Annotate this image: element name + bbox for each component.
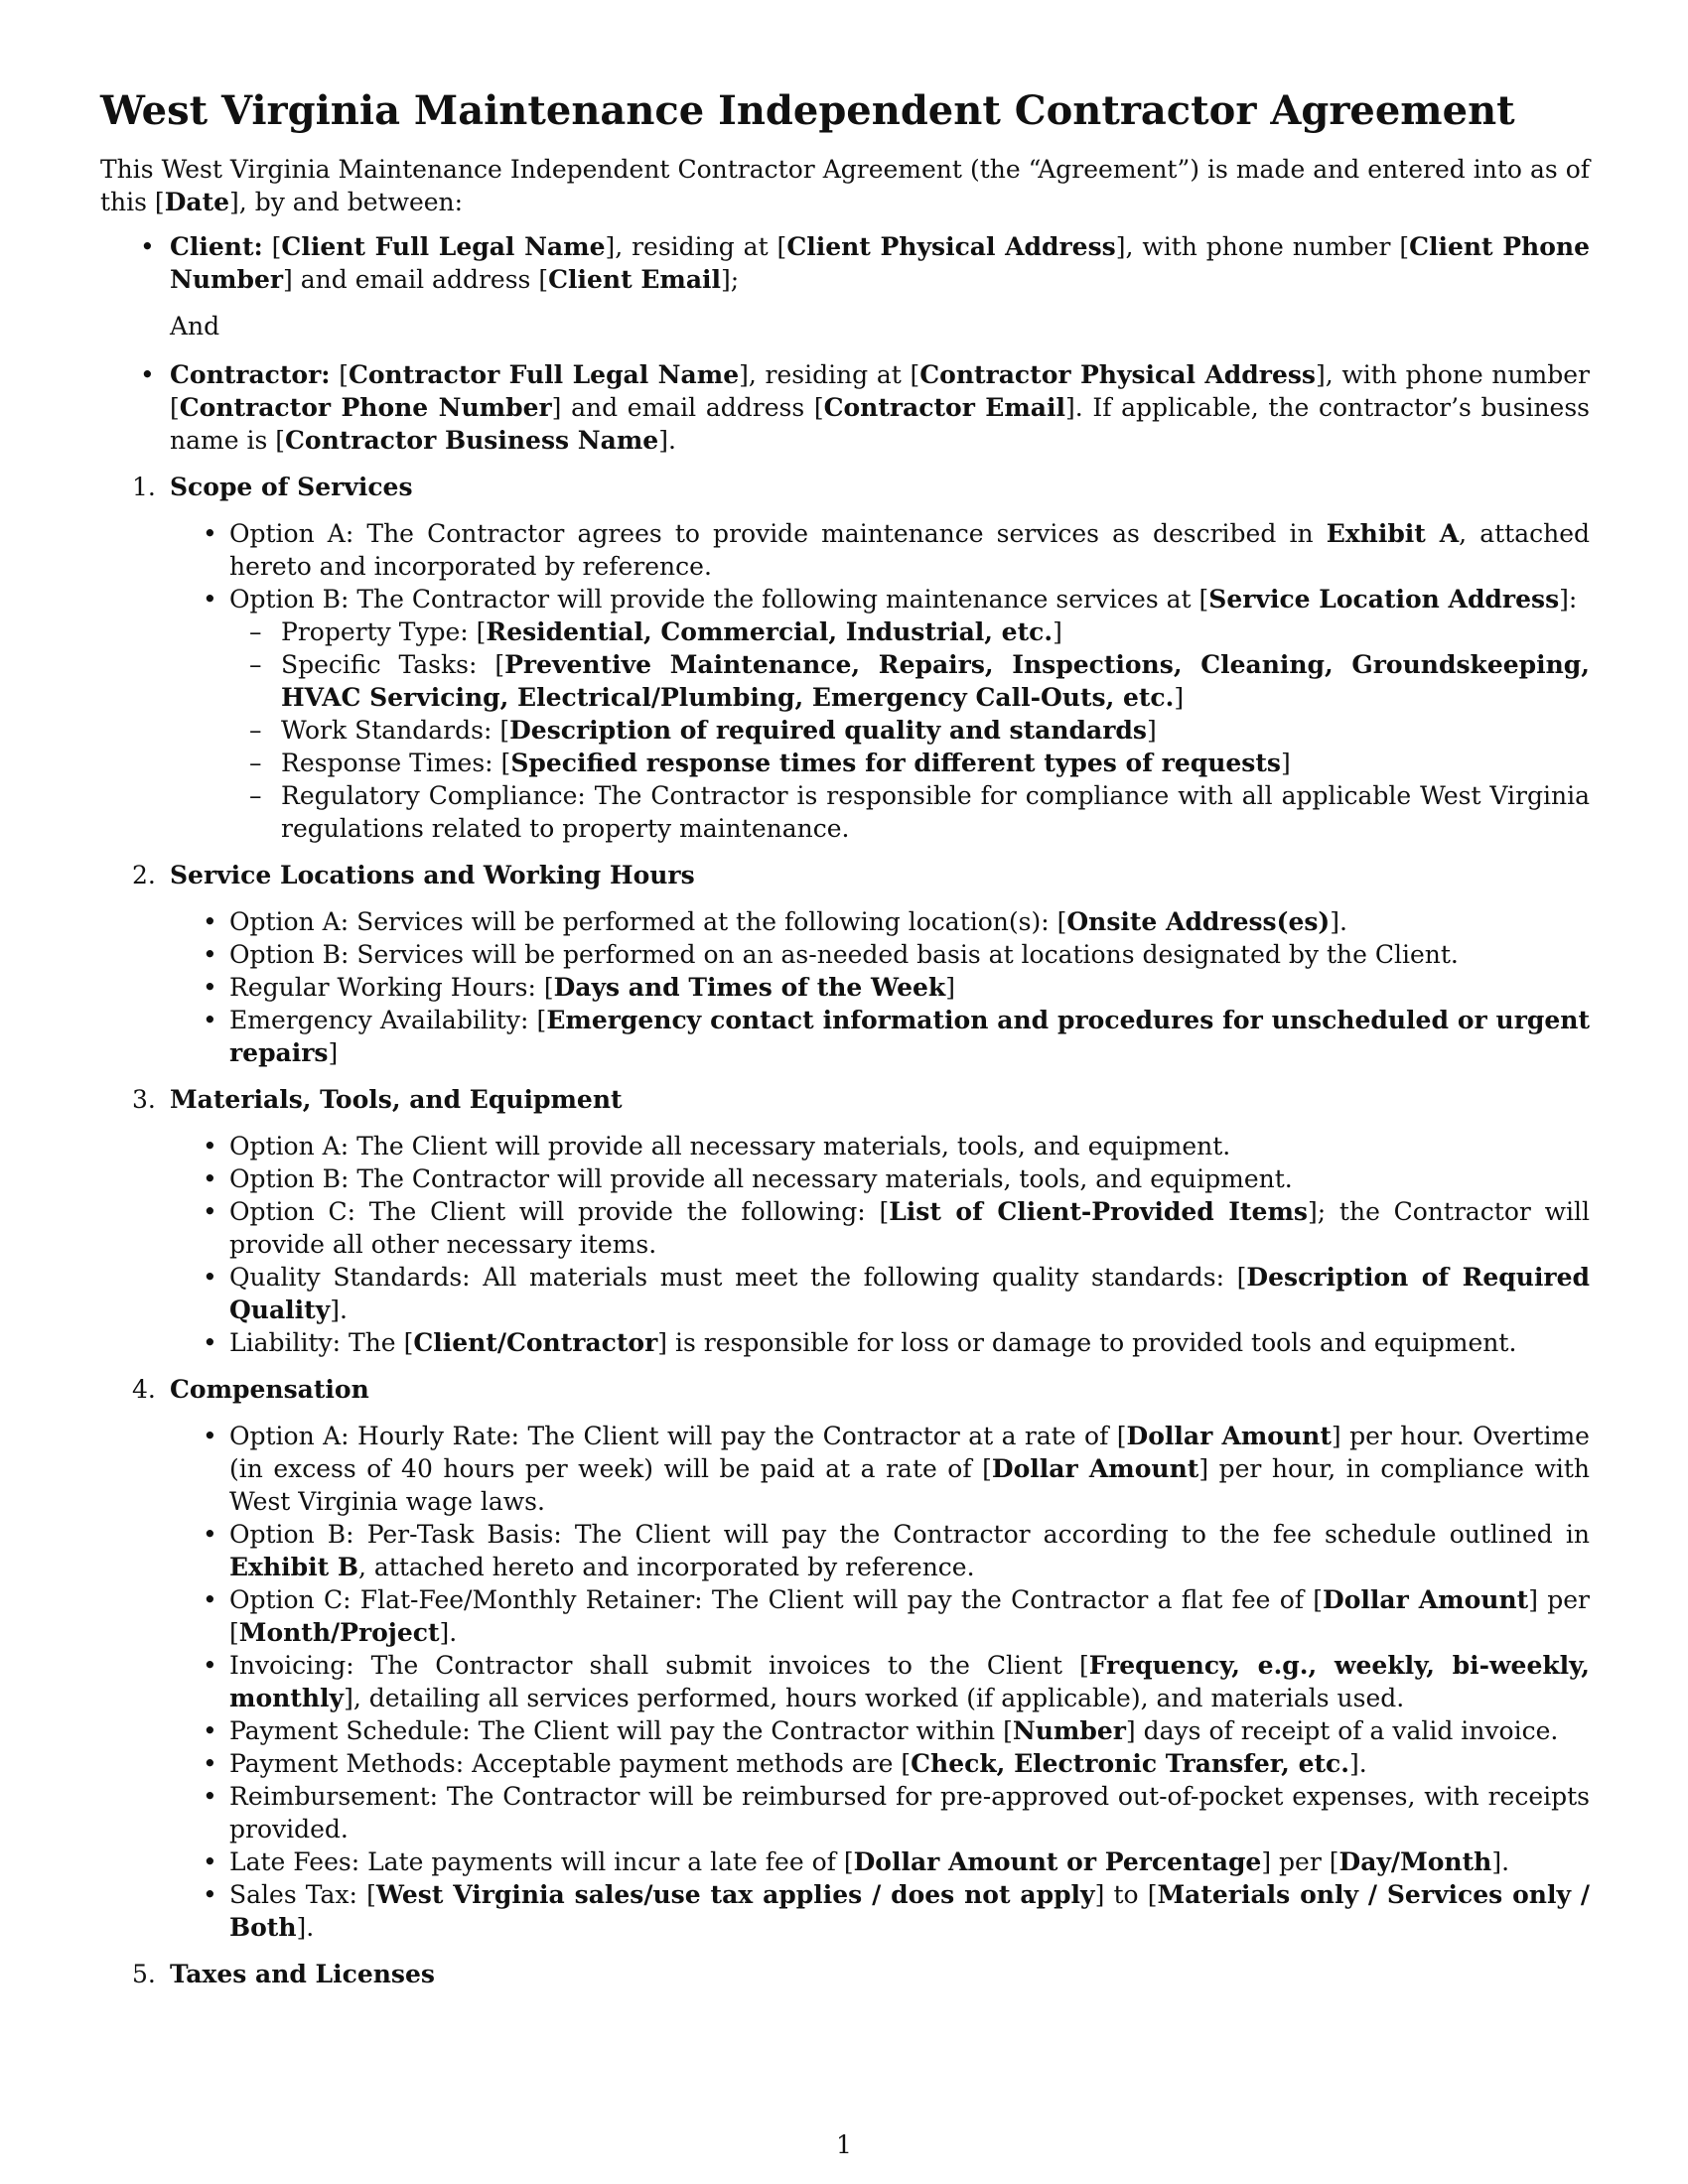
fee-period-field: Month/Project [238, 1618, 440, 1647]
list-item [170, 1130, 1590, 1162]
section-bullets [170, 905, 1590, 1069]
sub-item-label: Specific Tasks: [281, 650, 495, 679]
service-location-field: Service Location Address [1208, 585, 1560, 614]
item-text: Option B: The Contractor will provide the following maintenance services at [229, 585, 1199, 614]
sub-list-item [229, 779, 1590, 845]
item-text-end: . [306, 1913, 315, 1942]
sub-item-label: Response Times: [281, 749, 501, 777]
list-item: • Payment Methods: Acceptable payment methods are [Check, Electronic Transfer, etc.]. [170, 1747, 1590, 1780]
section-materials-tools [100, 1083, 1590, 1359]
item-text-end: ; the Contractor will provide all other necessary items. [229, 1197, 1590, 1259]
section-number: 5. [132, 1960, 156, 1988]
client-email-field: Client Email [548, 265, 722, 294]
onsite-address-field: Onsite Address(es) [1066, 907, 1331, 936]
item-text: Invoicing: The Contractor shall submit invoices to the Client [229, 1651, 1079, 1680]
property-type-field: Residential, Commercial, Industrial, etc. [486, 617, 1054, 646]
item-text: Late Fees: Late payments will incur a late fee of [229, 1847, 844, 1876]
sub-item-text: Regulatory Compliance: The Contractor is responsible for compliance with all applicable West Virginia regulations related to property maintenance. [281, 781, 1590, 843]
contractor-phone-text: , with phone number [1325, 360, 1591, 389]
sub-list-item: – Response Times: [Specified response times for different types of requests] [229, 747, 1590, 779]
invoice-frequency-field: Frequency, e.g., weekly, bi-weekly, monthly [229, 1651, 1591, 1712]
emergency-field: Emergency contact information and procedures for unscheduled or urgent repairs [229, 1006, 1591, 1067]
work-standards-field: Description of required quality and standards [509, 716, 1147, 745]
section-number: 1. [132, 473, 156, 501]
item-text-end: . [1339, 907, 1347, 936]
item-text: Liability: The [229, 1328, 404, 1357]
section-number: 3. [132, 1085, 156, 1114]
item-text-end: . [1501, 1847, 1510, 1876]
item-text: Payment Methods: Acceptable payment methods are [229, 1749, 902, 1778]
item-text-end: per hour, in compliance with West Virginia wage laws. [229, 1454, 1590, 1516]
section-bullets [170, 1130, 1590, 1359]
payment-days-field: Number [1012, 1716, 1126, 1745]
item-text: Option B: Per-Task Basis: The Client will pay the Contractor according to the fee schedule outlined in [229, 1520, 1590, 1549]
section-service-locations [100, 859, 1590, 1069]
list-item: • Emergency Availability: [Emergency contact information and procedures for unscheduled or urgent repairs] [170, 1004, 1590, 1069]
section-bullets [170, 1420, 1590, 1944]
list-item [170, 517, 1590, 583]
sub-item-label: Work Standards: [281, 716, 500, 745]
client-phone-field: Client Phone Number [170, 232, 1590, 294]
list-item: • Option C: Flat-Fee/Monthly Retainer: The Client will pay the Contractor a flat fee of [Dollar Amount] per [Month/Project]. [170, 1583, 1590, 1649]
sections-list [100, 471, 1590, 1990]
item-text: Option C: The Client will provide the following: [229, 1197, 880, 1226]
client-name-field: Client Full Legal Name [281, 232, 606, 261]
item-text: Emergency Availability: [229, 1006, 537, 1034]
sub-list-item: – Property Type: [Residential, Commercial, Industrial, etc.] [229, 615, 1590, 648]
item-text: Regular Working Hours: [229, 973, 544, 1002]
list-item: • Regular Working Hours: [Days and Times of the Week] [170, 971, 1590, 1004]
contractor-party: • Contractor: [Contractor Full Legal Name], residing at [Contractor Physical Address], with phone number [Contractor Phone Number] and email address [Contractor Email]. If applicable, the contractor’s business name is [Contractor Business Name]. [100, 358, 1590, 457]
section-number: 2. [132, 861, 156, 889]
item-text: to [1104, 1880, 1148, 1909]
response-times-field: Specified response times for different types of requests [510, 749, 1282, 777]
list-item: • Option A: Services will be performed at the following location(s): [Onsite Address(es)]. [170, 905, 1590, 938]
item-text: Option B: The Contractor will provide all necessary materials, tools, and equipment. [229, 1164, 1293, 1193]
item-text-end: is responsible for loss or damage to provided tools and equipment. [667, 1328, 1517, 1357]
list-item: • Quality Standards: All materials must meet the following quality standards: [Description of Required Quality]. [170, 1261, 1590, 1326]
list-item: • Liability: The [Client/Contractor] is responsible for loss or damage to provided tools and equipment. [170, 1326, 1590, 1359]
date-field: Date [164, 188, 230, 216]
item-text: Option A: Services will be performed at the following location(s): [229, 907, 1057, 936]
page-number: 1 [836, 2130, 852, 2159]
client-phone-text: , with phone number [1125, 232, 1400, 261]
client-email-text: and email address [292, 265, 539, 294]
item-text: per [1537, 1585, 1590, 1614]
section-title: Compensation [170, 1375, 369, 1404]
document-page [100, 87, 1590, 2004]
item-text: Quality Standards: All materials must meet the following quality standards: [229, 1263, 1237, 1292]
contractor-name-field: Contractor Full Legal Name [348, 360, 740, 389]
section-scope-of-services [100, 471, 1590, 845]
item-text-end: . [340, 1296, 348, 1324]
liability-party-field: Client/Contractor [413, 1328, 658, 1357]
list-item: • Late Fees: Late payments will incur a late fee of [Dollar Amount or Percentage] per [Day/Month]. [170, 1845, 1590, 1878]
sub-list-item: – Specific Tasks: [Preventive Maintenance, Repairs, Inspections, Cleaning, Groundskeeping, HVAC Servicing, Electrical/Plumbing, Emergency Call-Outs, etc.] [229, 648, 1590, 714]
contractor-email-field: Contractor Email [823, 393, 1065, 422]
section-compensation [100, 1373, 1590, 1944]
contractor-end-text: . [667, 426, 676, 455]
intro-paragraph: This West Virginia Maintenance Independent Contractor Agreement (the “Agreement”) is made and entered into as of this [Date], by and between: [100, 155, 1590, 216]
item-text: Option A: The Contractor agrees to provide maintenance services as described in [229, 519, 1327, 548]
section-number: 4. [132, 1375, 156, 1404]
list-item: • Option A: Hourly Rate: The Client will pay the Contractor at a rate of [Dollar Amount] per hour. Overtime (in excess of 40 hours per week) will be paid at a rate of [Dollar Amount] per hour, in compliance with West Virginia wage laws. [170, 1420, 1590, 1518]
section-title: Scope of Services [170, 473, 413, 501]
item-text-end: , detailing all services performed, hours worked (if applicable), and materials used. [352, 1684, 1405, 1712]
contractor-email-text: and email address [561, 393, 814, 422]
contractor-business-text: . If applicable, the contractor’s business name is [170, 393, 1590, 455]
section-taxes-licenses [100, 1958, 1590, 1990]
sub-item-label: Property Type: [281, 617, 477, 646]
item-text: Reimbursement: The Contractor will be reimbursed for pre-approved out-of-pocket expenses, with receipts provided. [229, 1782, 1590, 1843]
exhibit-a-ref: Exhibit A [1326, 519, 1460, 548]
client-residing-text: , residing at [615, 232, 777, 261]
client-label: Client: [170, 232, 263, 261]
section-title: Taxes and Licenses [170, 1960, 435, 1988]
late-fee-period-field: Day/Month [1338, 1847, 1492, 1876]
client-end-text: ; [730, 265, 740, 294]
client-items-field: List of Client-Provided Items [889, 1197, 1308, 1226]
section-title: Materials, Tools, and Equipment [170, 1085, 623, 1114]
flat-fee-field: Dollar Amount [1323, 1585, 1529, 1614]
intro-text-end: , by and between: [238, 188, 464, 216]
sub-list-item: – Work Standards: [Description of required quality and standards] [229, 714, 1590, 747]
item-text-end: : [1568, 585, 1578, 614]
and-separator: And [170, 312, 220, 341]
contractor-label: Contractor: [170, 360, 331, 389]
item-text-end: , attached hereto and incorporated by reference. [358, 1553, 975, 1581]
list-item [170, 1780, 1590, 1845]
item-text-end: , attached hereto and incorporated by reference. [229, 519, 1590, 581]
client-party: • Client: [Client Full Legal Name], residing at [Client Physical Address], with phone number [Client Phone Number] and email address [Client Email]; [100, 230, 1590, 296]
item-text: Option B: Services will be performed on an as-needed basis at locations designated by the Client. [229, 940, 1459, 969]
list-item [170, 1518, 1590, 1583]
overtime-rate-field: Dollar Amount [991, 1454, 1199, 1483]
list-item: • Payment Schedule: The Client will pay the Contractor within [Number] days of receipt of a valid invoice. [170, 1714, 1590, 1747]
contractor-phone-field: Contractor Phone Number [179, 393, 552, 422]
item-text: Option A: Hourly Rate: The Client will pay the Contractor at a rate of [229, 1422, 1117, 1450]
document-title: West Virginia Maintenance Independent Contractor Agreement [100, 87, 1515, 134]
payment-methods-field: Check, Electronic Transfer, etc. [911, 1749, 1349, 1778]
item-text-end: . [1358, 1749, 1367, 1778]
list-item: • Invoicing: The Contractor shall submit invoices to the Client [Frequency, e.g., weekly, bi-weekly, monthly], detailing all services performed, hours worked (if applicable), and materials used. [170, 1649, 1590, 1714]
sub-list [229, 615, 1590, 845]
item-text: per [1271, 1847, 1330, 1876]
quality-field: Description of Required Quality [229, 1263, 1590, 1324]
exhibit-b-ref: Exhibit B [229, 1553, 358, 1581]
item-text: Sales Tax: [229, 1880, 367, 1909]
late-fee-field: Dollar Amount or Percentage [853, 1847, 1262, 1876]
section-bullets [170, 517, 1590, 845]
item-text-end: days of receipt of a valid invoice. [1135, 1716, 1559, 1745]
list-item [170, 938, 1590, 971]
list-item: • Option C: The Client will provide the following: [List of Client-Provided Items]; the Contractor will provide all other necessary items. [170, 1195, 1590, 1261]
intro-text: This West Virginia Maintenance Independent Contractor Agreement (the “Agreement”) is made and entered into as of this [100, 155, 1590, 216]
section-title: Service Locations and Working Hours [170, 861, 695, 889]
item-text: Option C: Flat-Fee/Monthly Retainer: The Client will pay the Contractor a flat fee of [229, 1585, 1314, 1614]
list-item: • Option B: The Contractor will provide the following maintenance services at [Service Location Address]: – Property Type: [Residential, Commercial, Industrial, etc.] – Specific Tasks: [Preventive Maintenance, Repairs, Inspections, Cleaning, Groundskeeping, HVAC Servicing, Electrical/Plumbing, Emergency Call-Outs, etc.] – Work Standards: [Description of required quality and standards] – Response Times: [Specified response times for different types of requests] – Regulatory Compliance: The Contractor is responsible for compliance with all applicable West Virginia regulations related to property maintenance. [170, 583, 1590, 845]
item-text-end: . [449, 1618, 458, 1647]
sales-tax-field: West Virginia sales/use tax applies / does not apply [375, 1880, 1095, 1909]
item-text: per hour. Overtime (in excess of 40 hours per week) will be paid at a rate of [229, 1422, 1590, 1483]
specific-tasks-field: Preventive Maintenance, Repairs, Inspections, Cleaning, Groundskeeping, HVAC Servicing, Electrical/Plumbing, Emergency Call-Outs, etc. [281, 650, 1590, 712]
item-text: Payment Schedule: The Client will pay the Contractor within [229, 1716, 1004, 1745]
parties-list [100, 230, 1590, 296]
hourly-rate-field: Dollar Amount [1126, 1422, 1332, 1450]
working-hours-field: Days and Times of the Week [553, 973, 946, 1002]
contractor-address-field: Contractor Physical Address [919, 360, 1316, 389]
list-item: • Sales Tax: [West Virginia sales/use tax applies / does not apply] to [Materials only / Services only / Both]. [170, 1878, 1590, 1944]
contractor-business-field: Contractor Business Name [285, 426, 659, 455]
list-item [170, 1162, 1590, 1195]
client-address-field: Client Physical Address [786, 232, 1116, 261]
item-text: Option A: The Client will provide all necessary materials, tools, and equipment. [229, 1132, 1231, 1160]
tax-scope-field: Materials only / Services only / Both [229, 1880, 1590, 1942]
contractor-residing-text: , residing at [748, 360, 911, 389]
parties-list-contractor [100, 358, 1590, 457]
